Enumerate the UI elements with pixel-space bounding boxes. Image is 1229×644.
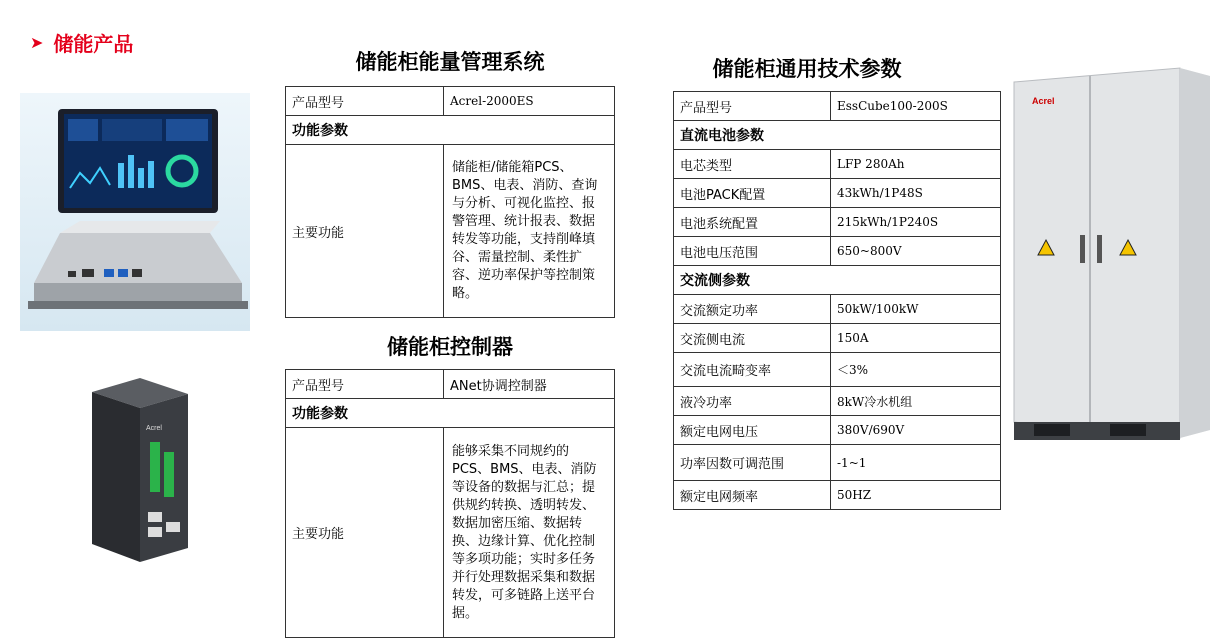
row-value: 50kW/100kW xyxy=(831,295,1001,324)
general-table-title: 储能柜通用技术参数 xyxy=(712,57,902,81)
row-label: 额定电网频率 xyxy=(674,481,831,510)
row-value: 650~800V xyxy=(831,237,1001,266)
table-row xyxy=(674,445,1001,481)
table-row xyxy=(674,295,1001,324)
ems-spec-table xyxy=(285,86,615,318)
table-row xyxy=(286,87,615,116)
row-label: 功率因数可调范围 xyxy=(674,445,831,481)
row-label: 交流额定功率 xyxy=(674,295,831,324)
controller-product-image xyxy=(80,372,200,567)
table-row xyxy=(674,179,1001,208)
row-label: 额定电网电压 xyxy=(674,416,831,445)
table-section-row xyxy=(674,121,1001,150)
row-value: 215kWh/1P240S xyxy=(831,208,1001,237)
row-label: 电池PACK配置 xyxy=(674,179,831,208)
section-label: 交流侧参数 xyxy=(674,266,1001,295)
row-value: Acrel-2000ES xyxy=(444,87,615,116)
row-value: 380V/690V xyxy=(831,416,1001,445)
cabinet-product-image xyxy=(1010,60,1215,445)
section-title-text: 储能产品 xyxy=(53,32,134,56)
table-section-row xyxy=(286,399,615,428)
row-label: 交流侧电流 xyxy=(674,324,831,353)
row-label: 主要功能 xyxy=(286,428,444,638)
row-label: 主要功能 xyxy=(286,145,444,318)
monitor-ipc-illustration xyxy=(20,93,250,331)
table-row xyxy=(286,370,615,399)
section-label: 功能参数 xyxy=(286,116,615,145)
row-label: 产品型号 xyxy=(286,370,444,399)
row-label: 产品型号 xyxy=(286,87,444,116)
row-value: 能够采集不同规约的PCS、BMS、电表、消防等设备的数据与汇总；提供规约转换、透明转发、数据加密压缩、数据转换、边缘计算、优化控制等多项功能；实时多任务并行处理数据采集和数据转发，可多链路上送平台据。 xyxy=(444,428,615,638)
table-row xyxy=(674,208,1001,237)
cabinet-brand-logo: Acrel xyxy=(1032,96,1055,106)
section-label: 功能参数 xyxy=(286,399,615,428)
table-row xyxy=(674,92,1001,121)
ems-table-title: 储能柜能量管理系统 xyxy=(355,50,545,74)
row-value: 150A xyxy=(831,324,1001,353)
row-value: 8kW冷水机组 xyxy=(831,387,1001,416)
table-row xyxy=(674,481,1001,510)
controller-device-illustration xyxy=(80,372,200,567)
section-title xyxy=(30,28,133,57)
table-section-row xyxy=(674,266,1001,295)
row-value: -1~1 xyxy=(831,445,1001,481)
general-spec-table xyxy=(673,91,1001,510)
row-value: 储能柜/储能箱PCS、BMS、电表、消防、查询与分析、可视化监控、报警管理、统计报表、数据转发等功能，支持削峰填谷、需量控制、柔性扩容、逆功率保护等控制策略。 xyxy=(444,145,615,318)
controller-table-title: 储能柜控制器 xyxy=(387,335,513,359)
row-value: ANet协调控制器 xyxy=(444,370,615,399)
row-value: 50HZ xyxy=(831,481,1001,510)
section-label: 直流电池参数 xyxy=(674,121,1001,150)
arrow-bullet-icon: ➤ xyxy=(30,33,44,52)
table-row xyxy=(674,324,1001,353)
table-row xyxy=(674,150,1001,179)
row-value: EssCube100-200S xyxy=(831,92,1001,121)
cabinet-illustration xyxy=(1010,60,1215,445)
row-value: ＜3% xyxy=(831,353,1001,387)
table-row xyxy=(674,387,1001,416)
table-row xyxy=(674,353,1001,387)
row-label: 电池系统配置 xyxy=(674,208,831,237)
row-value: LFP 280Ah xyxy=(831,150,1001,179)
table-section-row xyxy=(286,116,615,145)
row-label: 电池电压范围 xyxy=(674,237,831,266)
table-row xyxy=(674,416,1001,445)
controller-spec-table xyxy=(285,369,615,638)
row-label: 产品型号 xyxy=(674,92,831,121)
table-row xyxy=(286,145,615,318)
row-label: 交流电流畸变率 xyxy=(674,353,831,387)
controller-brand-logo: Acrel xyxy=(146,425,162,432)
row-value: 43kWh/1P48S xyxy=(831,179,1001,208)
row-label: 电芯类型 xyxy=(674,150,831,179)
table-row xyxy=(286,428,615,638)
row-label: 液冷功率 xyxy=(674,387,831,416)
table-row xyxy=(674,237,1001,266)
ems-product-image xyxy=(20,93,250,331)
